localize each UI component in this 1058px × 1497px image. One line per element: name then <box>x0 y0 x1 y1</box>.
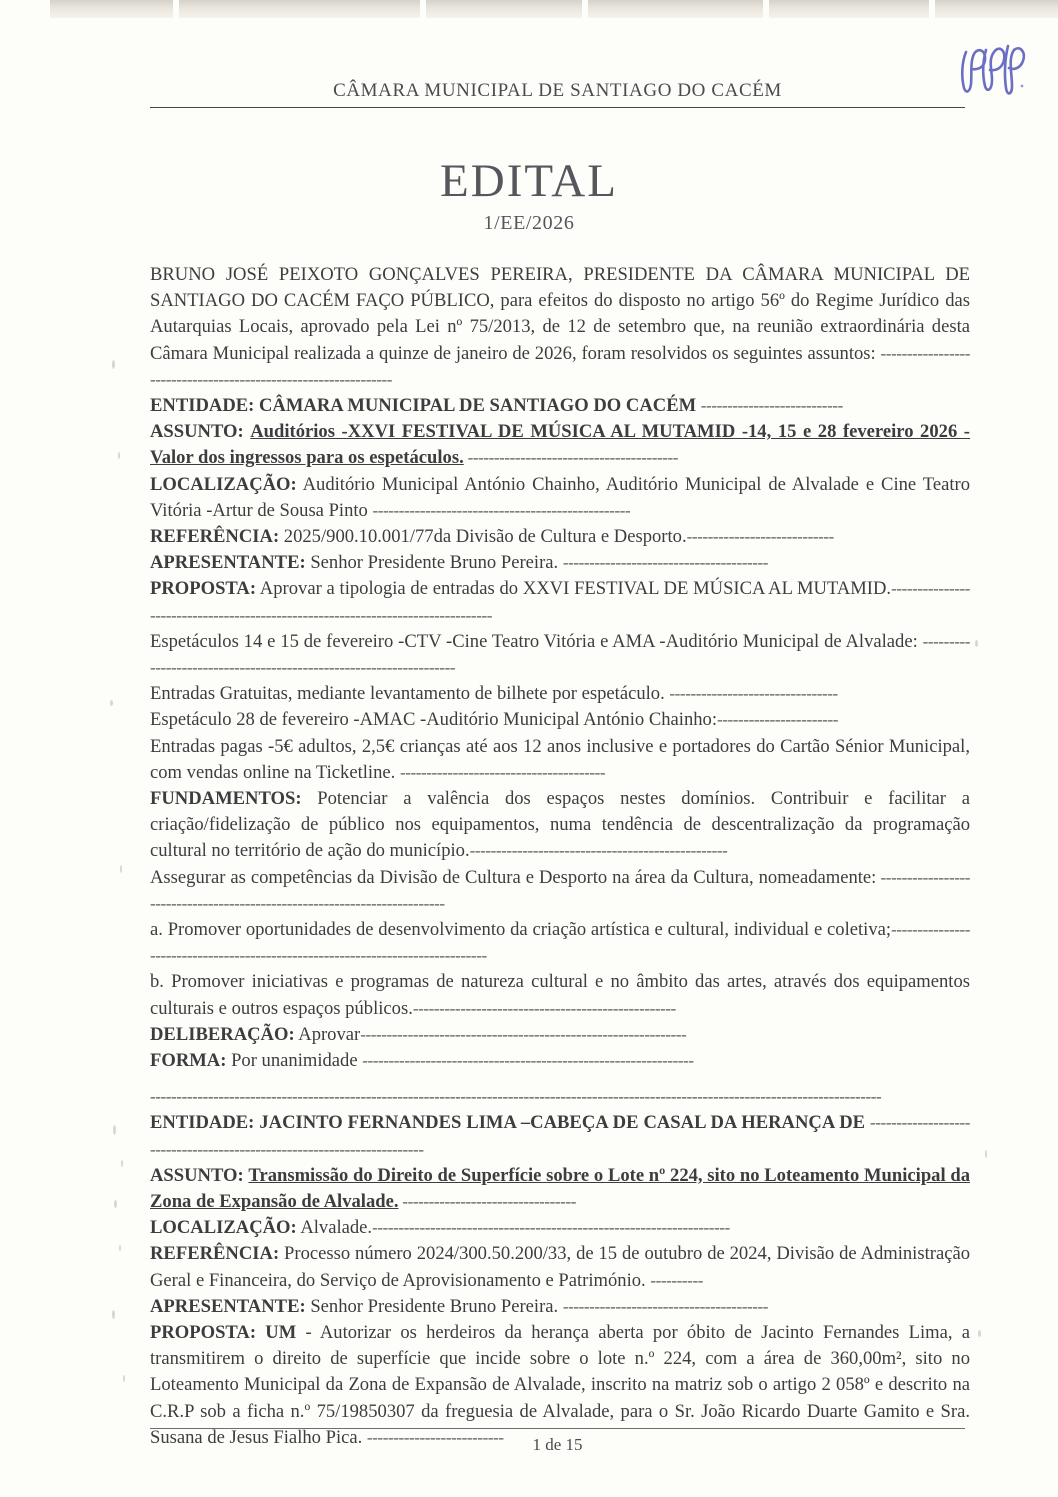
referencia2-label: REFERÊNCIA: <box>150 1243 280 1265</box>
document-body <box>150 262 970 1451</box>
item1-forma <box>150 1048 970 1074</box>
page-number: 1 de 15 <box>532 1435 583 1454</box>
item1-referencia <box>150 524 970 550</box>
item1-espetaculo-2 <box>150 707 970 733</box>
item1-localizacao <box>150 472 970 524</box>
entidade2-label: ENTIDADE: <box>150 1112 255 1134</box>
referencia2-dashes: ---------- <box>650 1270 703 1290</box>
item1-assunto <box>150 419 970 471</box>
assunto2-value: Transmissão do Direito de Superfície sobre o Lote nº 224, sito no Loteamento Municipal da Zona de Expansão de Alvalade. <box>150 1164 970 1212</box>
edital-number: 1/EE/2026 <box>483 212 575 234</box>
assunto2-label: ASSUNTO: <box>150 1164 244 1186</box>
item1-entidade <box>150 393 970 419</box>
apresentante-value: Senhor Presidente Bruno Pereira. <box>305 552 563 574</box>
alinea-b-text: b. Promover iniciativas e programas de natureza cultural e no âmbito das artes, através dos equipamentos culturais e outros espaços públicos. <box>150 971 970 1019</box>
proposta-value: Aprovar a tipologia de entradas do XXVI FESTIVAL DE MÚSICA AL MUTAMID. <box>256 578 892 600</box>
apresentante2-dashes: --------------------------------------- <box>562 1296 769 1316</box>
entradas-pagas-text: Entradas pagas -5€ adultos, 2,5€ crianças até aos 12 anos inclusive e portadores do Cartão Sénior Municipal, com vendas online na Ticketline. <box>150 735 970 783</box>
espetaculos1-text: Espetáculos 14 e 15 de fevereiro -CTV -Cine Teatro Vitória e AMA -Auditório Municipal de Alvalade: <box>150 630 923 652</box>
intro-dashes: --------------------------------------------------------------- <box>150 343 970 389</box>
alinea-b-dashes: -------------------------------------------------- <box>412 998 676 1018</box>
apresentante2-label: APRESENTANTE: <box>150 1295 306 1317</box>
handwritten-signature <box>950 34 1040 104</box>
entradas-gratuitas-text: Entradas Gratuitas, mediante levantamento de bilhete por espetáculo. <box>150 683 670 705</box>
assunto-dashes: ---------------------------------------- <box>463 448 679 468</box>
fundamentos-value: Potenciar a valência dos espaços nestes domínios. Contribuir e facilitar a criação/fidelização de público nos equipamentos, numa tendência de descentralização da programação cultural no território de ação do município. <box>150 788 970 862</box>
proposta-label: PROPOSTA: <box>150 578 257 600</box>
item2-localizacao <box>150 1215 970 1241</box>
document-header <box>150 80 965 108</box>
item1-alinea-a <box>150 917 970 969</box>
item1-apresentante <box>150 550 970 576</box>
espetaculos1-dashes: ------------------------------------------------------------------- <box>150 631 970 678</box>
entidade-dashes: --------------------------- <box>700 396 843 416</box>
entidade-value: CÂMARA MUNICIPAL DE SANTIAGO DO CACÉM <box>254 395 701 417</box>
entradas-pagas-dashes: --------------------------------------- <box>399 762 606 782</box>
item1-entradas-gratuitas <box>150 681 970 707</box>
fundamentos-dashes: ------------------------------------------------- <box>469 841 728 861</box>
proposta-dashes: -------------------------------------------------------------------------------- <box>150 579 970 625</box>
institution-title: CÂMARA MUNICIPAL DE SANTIAGO DO CACÉM <box>333 80 782 101</box>
referencia-label: REFERÊNCIA: <box>150 526 280 548</box>
assunto-value: Auditórios -XXVI FESTIVAL DE MÚSICA AL MUTAMID -14, 15 e 28 fevereiro 2026 -Valor dos ingressos para os espetáculos. <box>150 421 970 469</box>
alinea-a-text: a. Promover oportunidades de desenvolvimento da criação artística e cultural, individual e coletiva; <box>150 919 892 941</box>
localizacao-dashes: ------------------------------------------------- <box>372 500 631 520</box>
fundamentos-label: FUNDAMENTOS: <box>150 788 302 810</box>
item1-espetaculos-1 <box>150 629 970 681</box>
item1-entradas-pagas <box>150 734 970 786</box>
forma-dashes: --------------------------------------------------------------- <box>362 1051 694 1071</box>
item1-fundamentos <box>150 786 970 865</box>
intro-caps: BRUNO JOSÉ PEIXOTO GONÇALVES PEREIRA, PRESIDENTE DA CÂMARA MUNICIPAL DE SANTIAGO DO CACÉM FAÇO PÚBLICO, <box>150 264 970 312</box>
entradas-gratuitas-dashes: -------------------------------- <box>669 684 838 704</box>
item1-assegurar <box>150 865 970 917</box>
intro-rest: para efeitos do disposto no artigo 56º do Regime Jurídico das Autarquias Locais, aprovado pela Lei nº 75/2013, de 12 de setembro que, na reunião extraordinária desta Câmara Municipal realizada a quinze de janeiro de 2026, foram resolvidos os seguintes assuntos: <box>150 290 970 364</box>
localizacao2-dashes: -------------------------------------------------------------------- <box>372 1218 730 1238</box>
alinea-a-dashes: ------------------------------------------------------------------------------- <box>150 920 970 966</box>
entidade2-dashes: ----------------------------------------------------------------------- <box>150 1113 970 1159</box>
deliberacao-value: Aprovar <box>294 1023 361 1045</box>
section-separator: ------------------------------------------------------------------------------------------------------------------------------------------- <box>150 1087 882 1107</box>
footer-divider <box>150 1428 965 1429</box>
entidade2-value: JACINTO FERNANDES LIMA –CABEÇA DE CASAL DA HERANÇA DE <box>254 1112 871 1134</box>
proposta2-label: PROPOSTA: UM <box>150 1321 297 1343</box>
intro-paragraph <box>150 262 970 393</box>
espetaculo2-text: Espetáculo 28 de fevereiro -AMAC -Auditório Municipal António Chainho: <box>150 709 718 731</box>
localizacao-value: Auditório Municipal António Chainho, Auditório Municipal de Alvalade e Cine Teatro Vitória -Artur de Sousa Pinto <box>150 473 970 521</box>
entidade-label: ENTIDADE: <box>150 395 255 417</box>
item1-alinea-b <box>150 969 970 1021</box>
item2-apresentante <box>150 1294 970 1320</box>
espetaculo2-dashes: ----------------------- <box>717 710 839 730</box>
referencia-dashes: ---------------------------- <box>686 527 834 547</box>
item1-proposta <box>150 576 970 628</box>
referencia-value: 2025/900.10.001/77da Divisão de Cultura e Desporto. <box>279 526 687 548</box>
item2-referencia <box>150 1241 970 1293</box>
page-title: EDITAL <box>440 155 618 207</box>
proposta2-dashes: -------------------------- <box>366 1427 504 1447</box>
assegurar-text: Assegurar as competências da Divisão de Cultura e Desporto na área da Cultura, nomeadamente: <box>150 866 877 888</box>
deliberacao-label: DELIBERAÇÃO: <box>150 1023 295 1045</box>
item2-assunto <box>150 1163 970 1215</box>
proposta2-value: - Autorizar os herdeiros da herança aberta por óbito de Jacinto Fernandes Lima, a transmitirem o direito de superfície que incide sobre o lote n.º 224, com a área de 360,00m², sito no Loteamento Municipal da Zona de Expansão de Alvalade, inscrito na matriz sob o artigo 2 058º e descrito na C.R.P sob a ficha n.º 75/19850307 da freguesia de Alvalade, para o Sr. João Ricardo Duarte Gamito e Sra. Susana de Jesus Fialho Pica. <box>150 1321 970 1448</box>
apresentante2-value: Senhor Presidente Bruno Pereira. <box>305 1295 563 1317</box>
localizacao2-label: LOCALIZAÇÃO: <box>150 1217 297 1239</box>
title-block <box>0 155 1058 235</box>
scan-artifact-band <box>0 0 1058 22</box>
header-divider <box>150 107 965 108</box>
localizacao-label: LOCALIZAÇÃO: <box>150 473 297 495</box>
item1-deliberacao <box>150 1022 970 1048</box>
deliberacao-dashes: -------------------------------------------------------------- <box>360 1024 687 1044</box>
assegurar-dashes: ------------------------------------------------------------------------- <box>150 867 970 913</box>
apresentante-dashes: --------------------------------------- <box>562 553 769 573</box>
localizacao2-value: Alvalade. <box>296 1217 373 1239</box>
assunto2-dashes: --------------------------------- <box>398 1191 576 1211</box>
forma-label: FORMA: <box>150 1050 227 1072</box>
apresentante-label: APRESENTANTE: <box>150 552 306 574</box>
referencia2-value: Processo número 2024/300.50.200/33, de 15 de outubro de 2024, Divisão de Administração Geral e Financeira, do Serviço de Aprovisionamento e Património. <box>150 1243 970 1291</box>
item2-entidade <box>150 1110 970 1162</box>
assunto-label: ASSUNTO: <box>150 421 244 443</box>
forma-value: Por unanimidade <box>226 1050 363 1072</box>
document-footer <box>150 1428 965 1455</box>
